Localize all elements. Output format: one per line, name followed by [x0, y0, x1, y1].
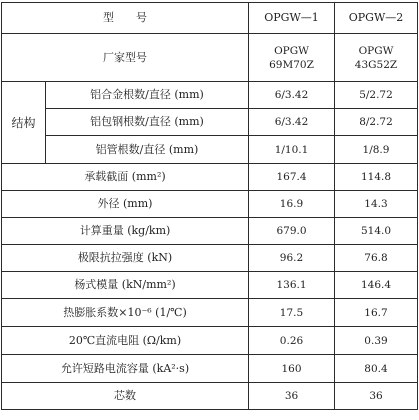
row-col2: 146.4	[335, 272, 418, 299]
col1-header: OPGW—1	[249, 3, 335, 34]
row-col1: 36	[249, 383, 335, 410]
spec-table	[1, 2, 418, 410]
row-col1: 160	[249, 355, 335, 383]
type-header: 型 号	[2, 3, 249, 34]
row-col2: 76.8	[335, 245, 418, 272]
table-row	[2, 218, 418, 245]
structure-row-col2: 5/2.72	[335, 82, 418, 109]
structure-row-col2: 1/8.9	[335, 136, 418, 164]
structure-row	[2, 109, 418, 136]
header-row	[2, 3, 418, 34]
row-col2: 16.7	[335, 299, 418, 327]
row-col1: 136.1	[249, 272, 335, 299]
row-col2: 114.8	[335, 164, 418, 191]
structure-row-col1: 6/3.42	[249, 109, 335, 136]
row-label: 承载截面 (mm²)	[2, 164, 249, 191]
structure-row-label: 铝管根数/直径 (mm)	[46, 136, 249, 164]
row-col2: 36	[335, 383, 418, 410]
row-col2: 514.0	[335, 218, 418, 245]
row-col2: 0.39	[335, 327, 418, 355]
manufacturer-label: 厂家型号	[2, 34, 249, 82]
row-label: 外径 (mm)	[2, 191, 249, 218]
row-label: 杨式模量 (kN/mm²)	[2, 272, 249, 299]
row-col2: 80.4	[335, 355, 418, 383]
manufacturer-col1: OPGW 69M70Z	[249, 34, 335, 82]
row-col1: 17.5	[249, 299, 335, 327]
row-label: 芯数	[2, 383, 249, 410]
manufacturer-col2: OPGW 43G52Z	[335, 34, 418, 82]
row-label: 极限抗拉强度 (kN)	[2, 245, 249, 272]
row-col1: 16.9	[249, 191, 335, 218]
table-row	[2, 245, 418, 272]
manufacturer-row	[2, 34, 418, 82]
row-col1: 0.26	[249, 327, 335, 355]
structure-row	[2, 82, 418, 109]
row-label: 计算重量 (kg/km)	[2, 218, 249, 245]
row-col2: 14.3	[335, 191, 418, 218]
table-row	[2, 327, 418, 355]
structure-row-label: 铝包钢根数/直径 (mm)	[46, 109, 249, 136]
structure-row-col1: 1/10.1	[249, 136, 335, 164]
table-row	[2, 164, 418, 191]
table-row	[2, 383, 418, 410]
row-col1: 679.0	[249, 218, 335, 245]
table-row	[2, 299, 418, 327]
row-label: 热膨胀系数×10⁻⁶ (1/℃)	[2, 299, 249, 327]
row-col1: 96.2	[249, 245, 335, 272]
table-row	[2, 355, 418, 383]
structure-row-col2: 8/2.72	[335, 109, 418, 136]
structure-label: 结构	[2, 82, 46, 164]
row-label: 20℃直流电阻 (Ω/km)	[2, 327, 249, 355]
table-row	[2, 191, 418, 218]
structure-row-col1: 6/3.42	[249, 82, 335, 109]
col2-header: OPGW—2	[335, 3, 418, 34]
row-label: 允许短路电流容量 (kA²·s)	[2, 355, 249, 383]
structure-row	[2, 136, 418, 164]
row-col1: 167.4	[249, 164, 335, 191]
table-row	[2, 272, 418, 299]
structure-row-label: 铝合金根数/直径 (mm)	[46, 82, 249, 109]
